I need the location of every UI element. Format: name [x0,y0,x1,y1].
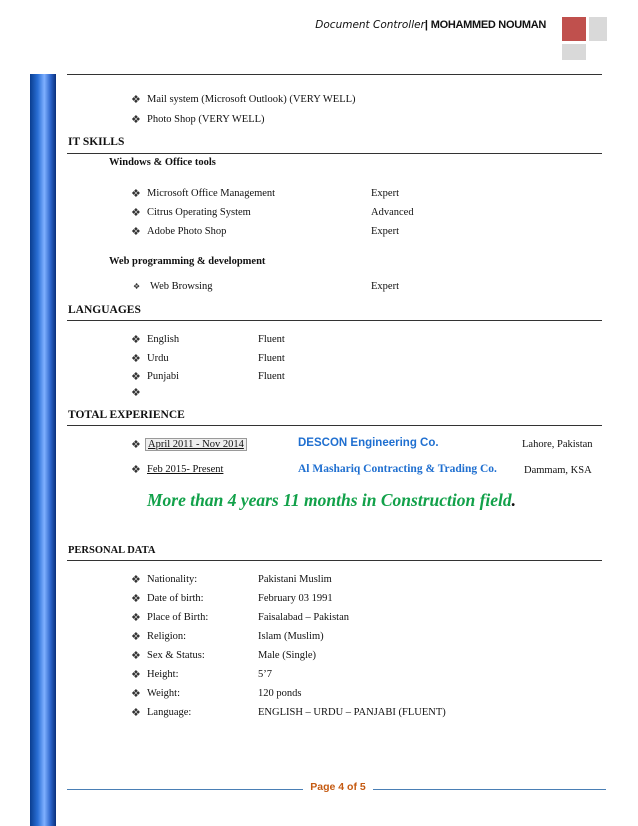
diamond-bullet-icon: ❖ [131,226,141,238]
language-name: Punjabi [147,371,180,382]
page-header [315,19,546,31]
experience-summary-end: . [511,490,517,510]
diamond-bullet-icon: ❖ [131,94,141,106]
personal-label: Religion: [147,631,187,642]
subsection-web-programming: Web programming & development [109,256,266,267]
skill-level: Advanced [371,207,414,218]
skill-item: Mail system (Microsoft Outlook) (VERY WELL) [147,94,356,105]
personal-label: Place of Birth: [147,612,209,623]
language-level: Fluent [258,353,285,364]
sidebar-gradient-bar [30,74,56,826]
divider [67,425,602,426]
diamond-bullet-icon: ❖ [131,688,141,700]
diamond-bullet-icon: ❖ [131,334,141,346]
diamond-bullet-icon: ❖ [131,707,141,719]
experience-location: Dammam, KSA [524,465,592,476]
personal-value: ENGLISH – URDU – PANJABI (FLUENT) [258,707,446,718]
skill-name: Adobe Photo Shop [147,226,227,237]
personal-value: 5’7 [258,669,272,680]
header-red-square [562,17,586,41]
page-number: Page 4 of 5 [310,781,366,793]
header-gray-square [562,44,586,60]
personal-value: February 03 1991 [258,593,333,604]
experience-location: Lahore, Pakistan [522,439,593,450]
personal-value: Pakistani Muslim [258,574,332,585]
diamond-bullet-icon: ❖ [131,371,141,383]
personal-label: Date of birth: [147,593,204,604]
header-separator: | [424,19,428,31]
skill-level: Expert [371,188,399,199]
skill-level: Expert [371,281,399,292]
footer-line-left [67,789,303,790]
diamond-bullet-icon: ❖ [131,439,141,451]
language-level: Fluent [258,334,285,345]
diamond-bullet-icon: ❖ [131,114,141,126]
skill-name: Citrus Operating System [147,207,251,218]
personal-value: Islam (Muslim) [258,631,324,642]
header-gray-square [589,17,607,41]
section-title-personal-data: PERSONAL DATA [68,545,156,556]
diamond-bullet-icon: ❖ [131,188,141,200]
personal-value: Male (Single) [258,650,317,661]
diamond-bullet-icon: ❖ [131,464,141,476]
header-name: MOHAMMED NOUMAN [430,19,546,31]
experience-summary-text: More than 4 years 11 months in Construction field [147,490,512,510]
language-level: Fluent [258,371,285,382]
personal-label: Language: [147,707,192,718]
personal-label: Weight: [147,688,180,699]
skill-name: Microsoft Office Management [147,188,276,199]
diamond-bullet-icon: ❖ [133,282,141,291]
skill-level: Expert [371,226,399,237]
header-role: Document Controller [315,19,425,31]
personal-value: 120 ponds [258,688,302,699]
diamond-bullet-icon: ❖ [131,387,141,399]
experience-dates: April 2011 - Nov 2014 [145,438,247,451]
diamond-bullet-icon: ❖ [131,353,141,365]
diamond-bullet-icon: ❖ [131,593,141,605]
skill-item: Photo Shop (VERY WELL) [147,114,265,125]
divider [67,320,602,321]
divider [67,560,602,561]
footer-line-right [373,789,606,790]
divider [67,153,602,154]
diamond-bullet-icon: ❖ [131,650,141,662]
personal-label: Height: [147,669,179,680]
subsection-windows-office: Windows & Office tools [109,157,216,168]
personal-label: Sex & Status: [147,650,205,661]
experience-company: Al Mashariq Contracting & Trading Co. [298,463,497,475]
divider [67,74,602,75]
diamond-bullet-icon: ❖ [131,669,141,681]
section-title-experience: TOTAL EXPERIENCE [68,409,185,421]
personal-label: Nationality: [147,574,198,585]
language-name: English [147,334,180,345]
experience-summary [147,490,516,511]
diamond-bullet-icon: ❖ [131,574,141,586]
experience-company: DESCON Engineering Co. [298,437,439,449]
language-name: Urdu [147,353,169,364]
diamond-bullet-icon: ❖ [131,612,141,624]
diamond-bullet-icon: ❖ [131,207,141,219]
diamond-bullet-icon: ❖ [131,631,141,643]
skill-name: Web Browsing [150,281,213,292]
section-title-it-skills: IT SKILLS [68,136,125,148]
personal-value: Faisalabad – Pakistan [258,612,349,623]
section-title-languages: LANGUAGES [68,304,141,316]
experience-dates: Feb 2015- Present [147,464,224,475]
